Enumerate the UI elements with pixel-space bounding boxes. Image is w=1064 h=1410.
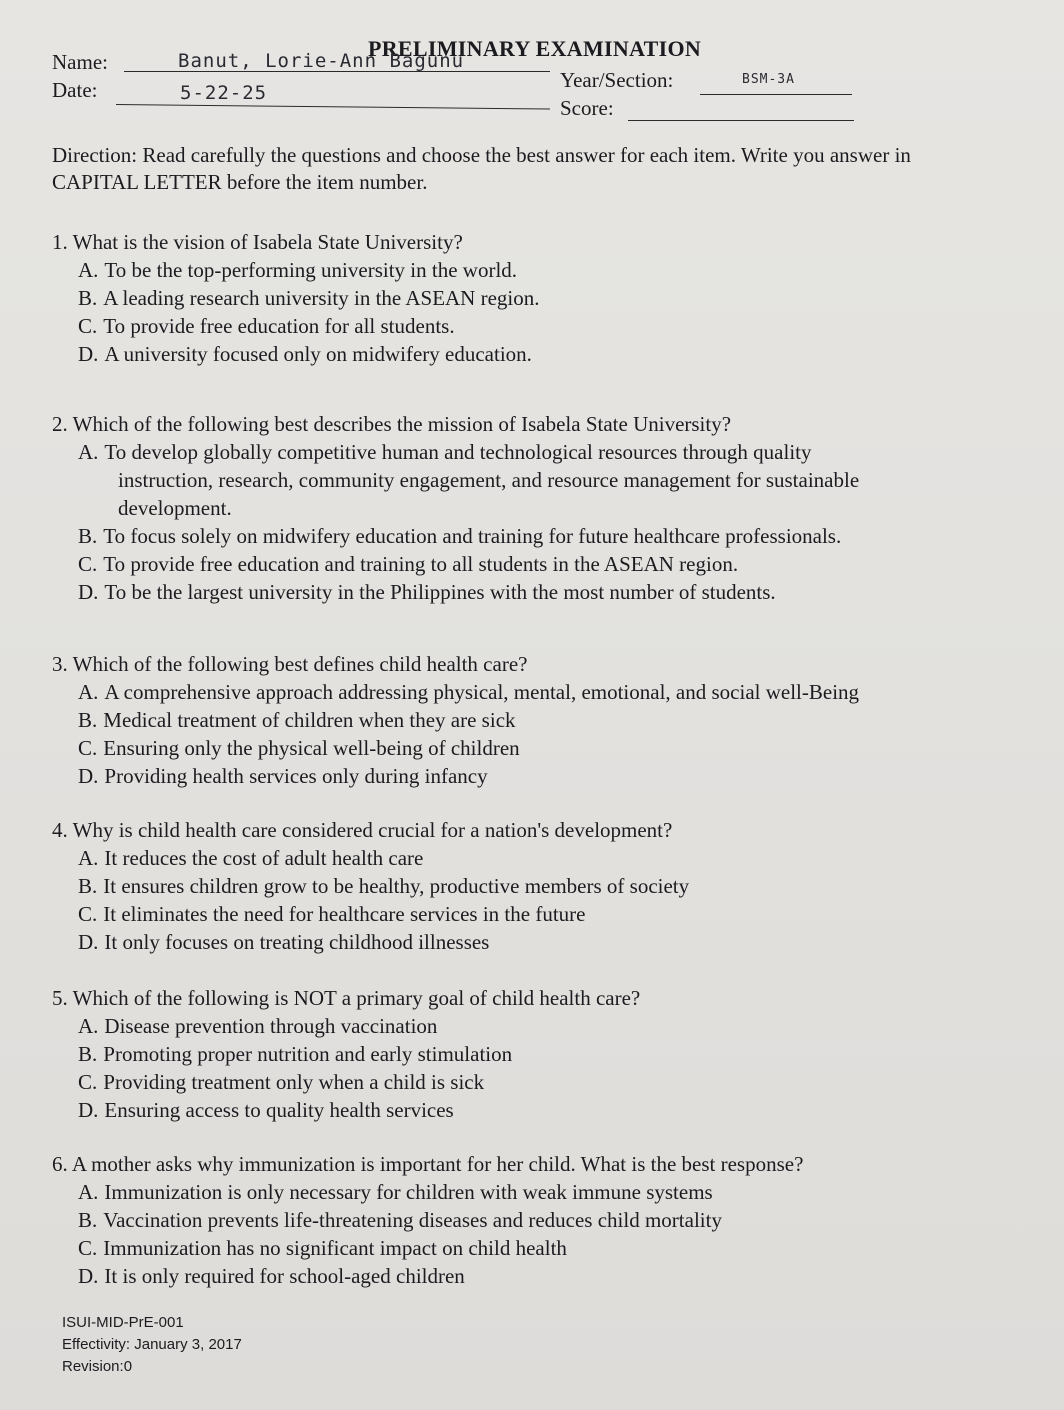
name-handwritten: Banut, Lorie-Ann Bagunu	[178, 50, 465, 72]
option-b: B. To focus solely on midwifery education and training for future healthcare professionals.	[78, 524, 842, 548]
exam-title: PRELIMINARY EXAMINATION	[368, 36, 702, 61]
option-d: D. It is only required for school-aged children	[78, 1264, 465, 1288]
option-a: A. A comprehensive approach addressing physical, mental, emotional, and social well-Being	[78, 680, 860, 704]
option-d: D. To be the largest university in the Philippines with the most number of students.	[78, 580, 776, 604]
option-a: A. Immunization is only necessary for children with weak immune systems	[78, 1180, 713, 1204]
date-label: Date:	[52, 78, 98, 102]
date-line	[116, 104, 550, 110]
question-text: 6. A mother asks why immunization is important for her child. What is the best response?	[52, 1152, 804, 1176]
direction-text: Direction: Read carefully the questions and choose the best answer for each item. Write you answer in CAPITAL LETTER before the item number.	[52, 143, 911, 194]
option-d: D. Providing health services only during infancy	[78, 764, 488, 788]
revision-number: Revision:0	[62, 1358, 133, 1375]
year-section-label: Year/Section:	[560, 68, 674, 92]
option-c: C. To provide free education and training to all students in the ASEAN region.	[78, 552, 739, 576]
score-line	[628, 120, 854, 121]
option-a: A. It reduces the cost of adult health care	[78, 846, 424, 870]
date-handwritten: 5-22-25	[180, 82, 268, 104]
question-6	[52, 1150, 1032, 1290]
question-text: 5. Which of the following is NOT a primary goal of child health care?	[52, 986, 641, 1010]
question-4	[52, 816, 1032, 956]
name-label: Name:	[52, 50, 108, 74]
question-1	[52, 228, 1032, 368]
option-c: C. It eliminates the need for healthcare services in the future	[78, 902, 586, 926]
option-a: A. To develop globally competitive human and technological resources through quality instruction, research, community engagement, and resource management for sustainable development.	[78, 440, 860, 520]
year-section-handwritten: BSM-3A	[742, 72, 795, 87]
option-a: A. Disease prevention through vaccination	[78, 1014, 438, 1038]
option-d: D. It only focuses on treating childhood illnesses	[78, 930, 490, 954]
option-b: B. A leading research university in the ASEAN region.	[78, 286, 540, 310]
option-c: C. To provide free education for all students.	[78, 314, 455, 338]
question-5	[52, 984, 1032, 1124]
question-text: 2. Which of the following best describes the mission of Isabela State University?	[52, 412, 732, 436]
option-c: C. Immunization has no significant impact on child health	[78, 1236, 567, 1260]
effectivity-date: Effectivity: January 3, 2017	[62, 1336, 242, 1353]
question-2	[52, 410, 1032, 606]
option-b: B. Promoting proper nutrition and early stimulation	[78, 1042, 513, 1066]
option-d: D. Ensuring access to quality health services	[78, 1098, 454, 1122]
option-d: D. A university focused only on midwifery education.	[78, 342, 532, 366]
question-text: 4. Why is child health care considered crucial for a nation's development?	[52, 818, 673, 842]
year-section-line	[700, 94, 852, 95]
question-3	[52, 650, 1032, 790]
document-code: ISUI-MID-PrE-001	[62, 1314, 184, 1331]
option-b: B. It ensures children grow to be healthy, productive members of society	[78, 874, 690, 898]
question-text: 3. Which of the following best defines child health care?	[52, 652, 528, 676]
option-b: B. Vaccination prevents life-threatening diseases and reduces child mortality	[78, 1208, 722, 1232]
option-b: B. Medical treatment of children when they are sick	[78, 708, 516, 732]
score-label: Score:	[560, 96, 614, 120]
option-c: C. Ensuring only the physical well-being of children	[78, 736, 520, 760]
question-text: 1. What is the vision of Isabela State University?	[52, 230, 463, 254]
option-a: A. To be the top-performing university in the world.	[78, 258, 518, 282]
option-c: C. Providing treatment only when a child is sick	[78, 1070, 485, 1094]
document-footer	[62, 1312, 242, 1378]
